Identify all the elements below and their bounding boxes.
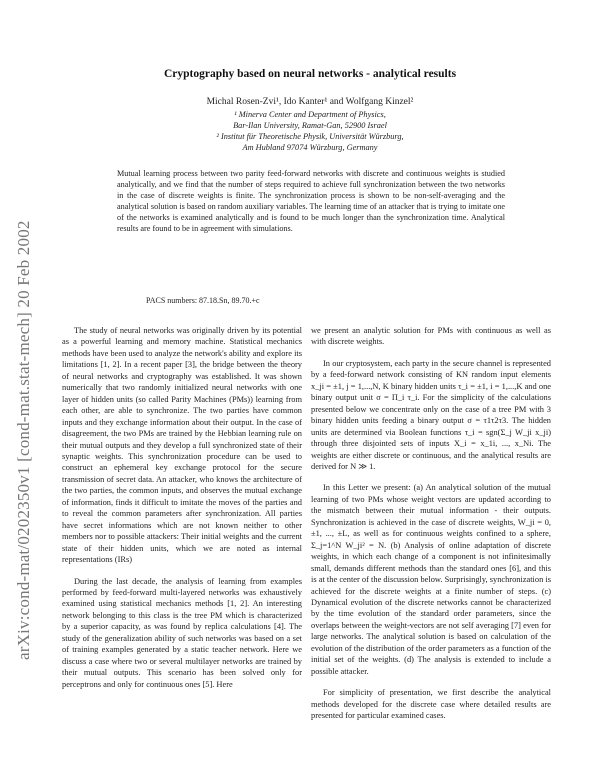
right-column xyxy=(311,325,551,722)
abstract: Mutual learning process between two parity feed-forward networks with discrete and continuous weights is studied analytically, and we find that the number of steps required to achieve full synchronization between the two networks in the case of discrete weights is finite. The synchronization process is shown to be non-self-averaging and the analytical solution is based on random auxiliary variables. The learning time of an attacker that is trying to imitate one of the networks is examined analytically and is found to be much longer than the synchronization time. Analytical results are found to be in agreement with simulations. xyxy=(117,169,505,234)
paper-title: Cryptography based on neural networks - analytical results xyxy=(163,68,457,80)
right-paragraph-3: In this Letter we present: (a) An analytical solution of the mutual learning of two PMs whose weight vectors are updated according to the mismatch between their mutual information - their outputs. Synchronization is achieved in the case of discrete weights, W_ji = 0, ±1, ..., ±L, as well as for continuous weights confined to a sphere, Σ_j=1^N W_ji² = N. (b) Analysis of online adaptation of discrete weights, in which each change of a component is not infinitesimally small, demands different methods than the standard ones [6], and this is at the center of the discussion below. Surprisingly, synchronization is achieved for the discrete weights at a finite number of steps. (c) Dynamical evolution of the discrete networks cannot be characterized by the time evolution of the standard order parameters, since the overlaps between the weight-vectors are not self averaging [7] even for large networks. The analytical solution is based on calculation of the evolution of the distribution of the order parameters as a function of the initial set of the weights. (d) The analysis is extended to include a possible attacker. xyxy=(311,483,552,676)
affiliation-1-line-2: Bar-Ilan University, Ramat-Gan, 52900 Israel xyxy=(233,121,387,130)
left-paragraph-1: The study of neural networks was originally driven by its potential as a powerful learning and memory machine. Statistical mechanics methods have been used to analyze the network's ability and explore its limitations [1, 2]. In a recent paper [3], the bridge between the theory of neural networks and cryptography was established. It was shown numerically that two randomly initialized neural networks with one layer of hidden units (so called Parity Machines (PMs)) learning from each other, are able to synchronize. The two parties have common inputs and they exchange information about their output. In the case of disagreement, the two PMs are trained by the Hebbian learning rule on their mutual outputs and they develop a full synchronized state of their synaptic weights. This synchronization procedure can be used to construct an ephemeral key exchange protocol for the secure transmission of secret data. An attacker, who knows the architecture of the two parties, the common inputs, and observes the mutual exchange of information, finds it difficult to imitate the moves of the parties and to reveal the common parameters after synchronization. All parties have secret informations which are not known neither to other members nor to possible attackers: Their initial weights and the current state of their hidden units, which we are noted as internal representations (IRs) xyxy=(62,326,302,565)
affiliation-1-line-1: ¹ Minerva Center and Department of Physics, xyxy=(234,110,386,119)
left-column xyxy=(62,325,302,690)
pacs-numbers: PACS numbers: 87.18.Sn, 89.70.+c xyxy=(146,296,260,305)
affiliation-2-line-1: ² Institut für Theoretische Physik, Universität Würzburg, xyxy=(216,132,404,141)
arxiv-identifier: arXiv:cond-mat/0202350v1 [cond-mat.stat-mech] 20 Feb 2002 xyxy=(14,220,33,660)
right-paragraph-1: we present an analytic solution for PMs with continuous as well as with discrete weights. xyxy=(311,326,551,347)
left-paragraph-2: During the last decade, the analysis of learning from examples performed by feed-forward multi-layered networks was exhaustively examined using statistical mechanics methods [1, 2]. An interesting network belonging to this class is the tree PM which is characterized by a superior capacity, as was found by replica calculations [4]. The study of the generalization ability of such networks was based on a set of training examples generated by a static teacher network. Here we discuss a case where two or several multilayer networks are trained by their mutual outputs. This scenario has been solved only for perceptrons and only for continuous ones [5]. Here xyxy=(62,576,302,689)
right-paragraph-2: In our cryptosystem, each party in the secure channel is represented by a feed-forward network consisting of KN random input elements x_ji = ±1, j = 1,...,N, K binary hidden units τ_i = ±1, i = 1,...,K and one binary output unit σ = Π_i τ_i. For the simplicity of the calculations presented below we concentrate only on the case of a tree PM with 3 binary hidden units feeding a binary output σ = τ1τ2τ3. The hidden units are determined via Boolean functions τ_i = sgn(Σ_j W_ji x_ji) through three disjointed sets of inputs X_i = x_1i, ..., x_Ni. The weights are either discrete or continuous, and the analytical results are derived for N ≫ 1. xyxy=(311,358,551,471)
right-paragraph-4: For simplicity of presentation, we first describe the analytical methods developed for the discrete case where detailed results are presented for particular examined cases. xyxy=(311,688,551,721)
affiliation-2-line-2: Am Hubland 97074 Würzburg, Germany xyxy=(242,143,378,152)
author-list: Michal Rosen-Zvi¹, Ido Kanter¹ and Wolfgang Kinzel² xyxy=(206,97,414,107)
